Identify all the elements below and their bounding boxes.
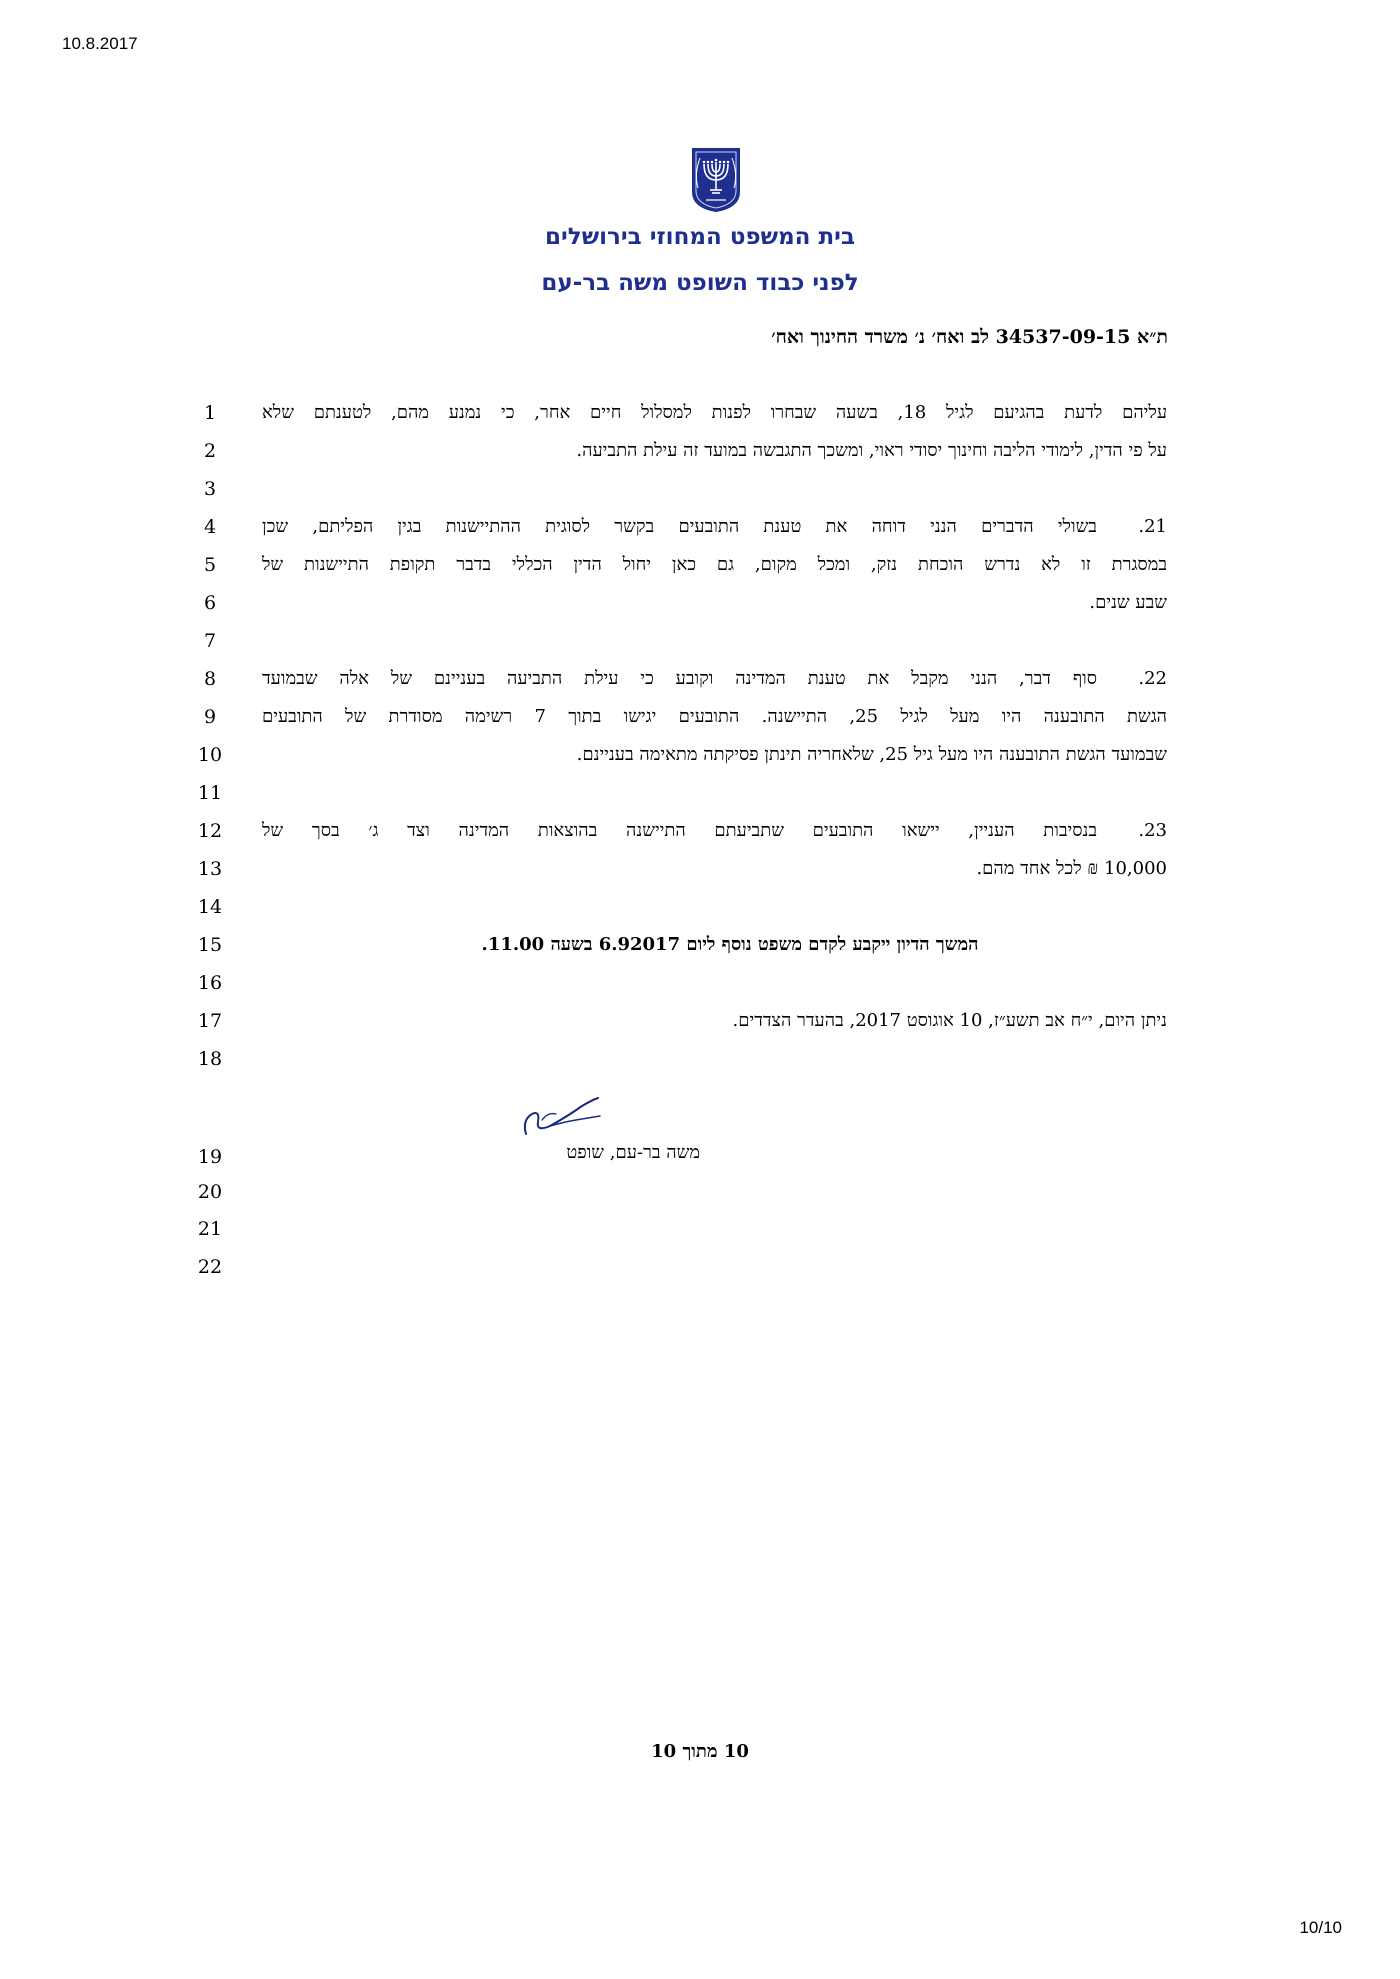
body-line: 10,000 ₪ לכל אחד מהם. (976, 858, 1167, 879)
judge-title: לפני כבוד השופט משה בר-עם (541, 270, 859, 296)
body-line: עליהם לדעת בהגיעם לגיל 18, בשעה שבחרו לפנות למסלול חיים אחר, כי נמנע מהם, לטענתם שלא (262, 402, 1168, 423)
paragraph-number: 23. (1138, 820, 1167, 841)
line-number: 9 (203, 706, 217, 728)
handwritten-signature-icon (520, 1090, 610, 1142)
paragraph-number: 22. (1138, 668, 1167, 689)
line-number: 15 (197, 934, 223, 956)
line-number: 19 (197, 1146, 223, 1168)
body-line: במסגרת זו לא נדרש הוכחת נזק, ומכל מקום, גם כאן יחול הדין הכללי בדבר תקופת התיישנות של (262, 554, 1167, 575)
paragraph-text: סוף דבר, הנני מקבל את טענת המדינה וקובע כי עילת התביעה בעניינם של אלה שבמועד (262, 668, 1097, 689)
body-line: הגשת התובענה היו מעל לגיל 25, התיישנה. התובעים יגישו בתוך 7 רשימה מסודרת של התובעים (262, 706, 1167, 727)
body-line: על פי הדין, לימודי הליבה וחינוך יסודי ראוי, ומשכך התגבשה במועד זה עילת התביעה. (576, 440, 1167, 461)
body-line: שבע שנים. (1089, 592, 1167, 613)
line-number: 18 (197, 1048, 223, 1070)
continuation-notice: המשך הדיון ייקבע לקדם משפט נוסף ליום 6.92017 בשעה 11.00. (481, 934, 979, 955)
line-number: 21 (197, 1218, 223, 1240)
paragraph-text: בנסיבות העניין, יישאו התובעים שתביעתם התיישנה בהוצאות המדינה וצד ג׳ בסך של (262, 820, 1097, 841)
line-number: 2 (203, 440, 217, 462)
paragraph-23-line (262, 820, 1167, 842)
line-number: 7 (203, 630, 217, 652)
page-indicator: 10/10 (1299, 1918, 1342, 1937)
judge-signature-name: משה בר-עם, שופט (566, 1142, 700, 1163)
line-number: 14 (197, 896, 223, 918)
case-number: ת״א 34537-09-15 לב ואח׳ נ׳ משרד החינוך ואח׳ (771, 326, 1168, 348)
line-number: 8 (203, 668, 217, 690)
line-number: 17 (197, 1010, 223, 1032)
paragraph-21-line (262, 516, 1167, 538)
body-line: שבמועד הגשת התובענה היו מעל גיל 25, שלאחריה תינתן פסיקתה מתאימה בעניינם. (576, 744, 1167, 765)
line-number: 6 (203, 592, 217, 614)
print-date: 10.8.2017 (62, 34, 138, 53)
line-number: 16 (197, 972, 223, 994)
line-number: 4 (203, 516, 217, 538)
line-number: 11 (197, 782, 223, 804)
paragraph-text: בשולי הדברים הנני דוחה את טענת התובעים בקשר לסוגית ההתיישנות בגין הפליתם, שכן (262, 516, 1097, 537)
line-number: 20 (197, 1181, 223, 1203)
line-number: 10 (197, 744, 223, 766)
line-number: 1 (203, 402, 217, 424)
line-number: 12 (197, 820, 223, 842)
state-emblem-icon (688, 144, 744, 214)
page-footer: 10 מתוך 10 (651, 1741, 749, 1762)
line-number: 3 (203, 478, 217, 500)
given-date-line: ניתן היום, י״ח אב תשע״ז, 10 אוגוסט 2017, בהעדר הצדדים. (732, 1010, 1167, 1031)
paragraph-number: 21. (1138, 516, 1167, 537)
line-number: 5 (203, 554, 217, 576)
paragraph-22-line (262, 668, 1167, 690)
line-number: 22 (197, 1256, 223, 1278)
line-number: 13 (197, 858, 223, 880)
court-name: בית המשפט המחוזי בירושלים (545, 224, 855, 250)
